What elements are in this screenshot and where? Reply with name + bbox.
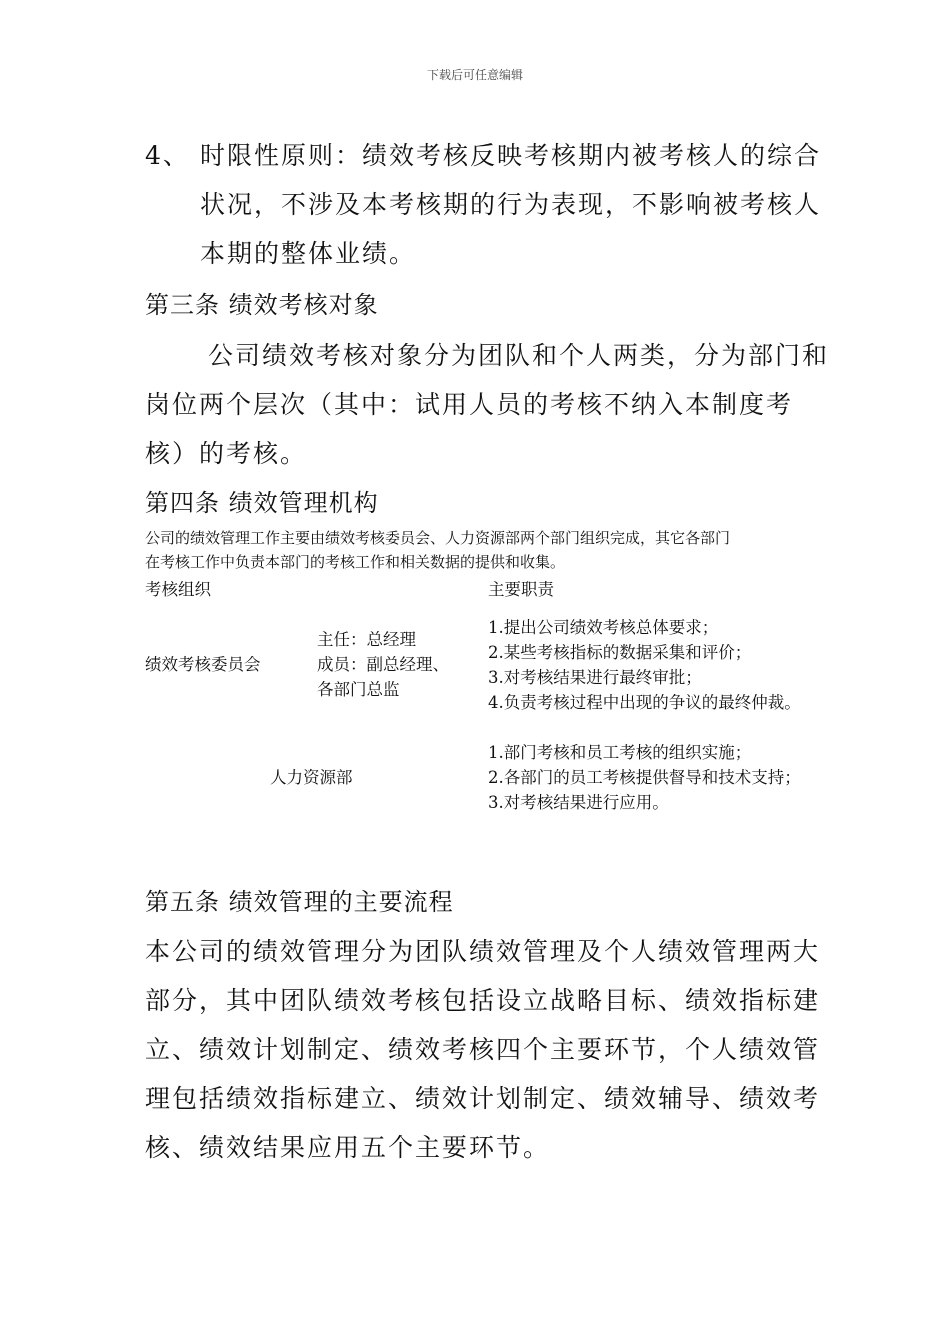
committee-duty-3: 3.对考核结果进行最终审批； — [488, 668, 702, 687]
hr-name: 人力资源部 — [270, 768, 353, 787]
hr-duty-1: 1.部门考核和员工考核的组织实施； — [488, 743, 752, 762]
table-header-org: 考核组织 — [145, 580, 211, 599]
table-header-duties: 主要职责 — [488, 580, 554, 599]
article5-line-4: 理包括绩效指标建立、绩效计划制定、绩效辅导、绩效考 — [145, 1084, 821, 1113]
article4-intro-2: 在考核工作中负责本部门的考核工作和相关数据的提供和收集。 — [145, 553, 566, 571]
committee-duty-1: 1.提出公司绩效考核总体要求； — [488, 618, 719, 637]
article3-heading: 第三条 绩效考核对象 — [145, 291, 379, 319]
committee-member-2: 成员：副总经理、 — [317, 655, 449, 674]
page-header: 下载后可任意编辑 — [426, 68, 523, 82]
committee-duty-4: 4.负责考核过程中出现的争议的最终仲裁。 — [488, 693, 801, 712]
article3-line-3: 核）的考核。 — [145, 439, 308, 468]
item4-line-2: 状况，不涉及本考核期的行为表现，不影响被考核人 — [200, 190, 822, 219]
article5-line-3: 立、绩效计划制定、绩效考核四个主要环节，个人绩效管 — [145, 1035, 821, 1064]
hr-duty-3: 3.对考核结果进行应用。 — [488, 793, 669, 812]
committee-member-3: 各部门总监 — [317, 680, 400, 699]
article3-line-2: 岗位两个层次（其中：试用人员的考核不纳入本制度考 — [145, 390, 794, 419]
committee-duty-2: 2.某些考核指标的数据采集和评价； — [488, 643, 752, 662]
item4-line-3: 本期的整体业绩。 — [200, 239, 417, 268]
article5-heading: 第五条 绩效管理的主要流程 — [145, 888, 454, 916]
article5-line-5: 核、绩效结果应用五个主要环节。 — [145, 1133, 551, 1162]
article3-line-1: 公司绩效考核对象分为团队和个人两类，分为部门和 — [208, 341, 830, 370]
article5-line-2: 部分，其中团队绩效考核包括设立战略目标、绩效指标建 — [145, 986, 821, 1015]
hr-duty-2: 2.各部门的员工考核提供督导和技术支持； — [488, 768, 801, 787]
committee-member-1: 主任：总经理 — [317, 630, 416, 649]
article4-intro-1: 公司的绩效管理工作主要由绩效考核委员会、人力资源部两个部门组织完成，其它各部门 — [145, 529, 731, 547]
committee-name: 绩效考核委员会 — [145, 655, 261, 674]
item-number: 4、 — [145, 141, 190, 170]
item4-line-1: 时限性原则：绩效考核反映考核期内被考核人的综合 — [200, 141, 822, 170]
article5-line-1: 本公司的绩效管理分为团队绩效管理及个人绩效管理两大 — [145, 937, 821, 966]
article4-heading: 第四条 绩效管理机构 — [145, 489, 379, 517]
